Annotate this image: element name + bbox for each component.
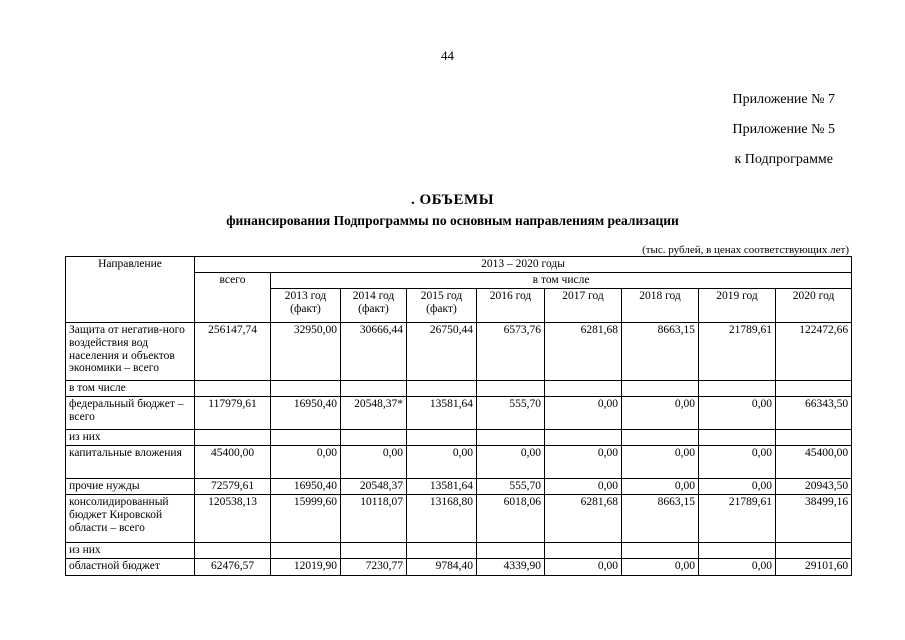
cell-y2014: 30666,44	[341, 322, 407, 380]
cell-y2014: 10118,07	[341, 494, 407, 542]
cell-total: 62476,57	[195, 558, 271, 575]
cell-y2015	[407, 542, 477, 558]
header-year-2020: 2020 год	[776, 288, 852, 322]
header-direction: Направление	[66, 257, 195, 323]
row-label: из них	[66, 542, 195, 558]
cell-y2020: 45400,00	[776, 445, 852, 478]
cell-y2014	[341, 429, 407, 445]
table-row	[66, 494, 852, 542]
cell-y2018: 8663,15	[622, 494, 699, 542]
cell-y2019: 0,00	[699, 396, 776, 429]
cell-y2020: 122472,66	[776, 322, 852, 380]
financing-table	[65, 256, 852, 576]
row-label: федеральный бюджет – всего	[66, 396, 195, 429]
cell-y2017: 0,00	[545, 558, 622, 575]
cell-y2020	[776, 429, 852, 445]
cell-y2019	[699, 380, 776, 396]
cell-y2013: 15999,60	[271, 494, 341, 542]
cell-y2016: 555,70	[477, 396, 545, 429]
cell-y2013: 16950,40	[271, 478, 341, 494]
cell-y2015: 13168,80	[407, 494, 477, 542]
units-note: (тыс. рублей, в ценах соответствующих лет)	[642, 244, 849, 256]
cell-y2017	[545, 429, 622, 445]
cell-y2013	[271, 429, 341, 445]
table-row	[66, 542, 852, 558]
header-year-2014: 2014 год (факт)	[341, 288, 407, 322]
cell-total: 45400,00	[195, 445, 271, 478]
cell-y2013: 0,00	[271, 445, 341, 478]
cell-y2014: 20548,37*	[341, 396, 407, 429]
annex-line-2: Приложение № 5	[732, 122, 835, 137]
cell-y2016: 555,70	[477, 478, 545, 494]
row-label: Защита от негатив-ного воздействия вод населения и объектов экономики – всего	[66, 322, 195, 380]
table-row	[66, 380, 852, 396]
table-row	[66, 445, 852, 478]
cell-y2020	[776, 380, 852, 396]
cell-y2017: 0,00	[545, 445, 622, 478]
cell-y2013	[271, 542, 341, 558]
cell-y2019	[699, 429, 776, 445]
cell-total	[195, 429, 271, 445]
cell-y2019: 0,00	[699, 558, 776, 575]
cell-y2019: 21789,61	[699, 322, 776, 380]
cell-y2013: 16950,40	[271, 396, 341, 429]
row-label: прочие нужды	[66, 478, 195, 494]
cell-y2020: 38499,16	[776, 494, 852, 542]
cell-y2015	[407, 380, 477, 396]
cell-y2015: 26750,44	[407, 322, 477, 380]
cell-total: 117979,61	[195, 396, 271, 429]
cell-y2017	[545, 542, 622, 558]
cell-total: 72579,61	[195, 478, 271, 494]
cell-y2020	[776, 542, 852, 558]
header-total: всего	[195, 272, 271, 322]
cell-y2018	[622, 542, 699, 558]
cell-y2018: 0,00	[622, 445, 699, 478]
row-label: капитальные вложения	[66, 445, 195, 478]
cell-y2016: 6573,76	[477, 322, 545, 380]
table-row	[66, 558, 852, 575]
cell-y2017: 0,00	[545, 396, 622, 429]
cell-y2017: 0,00	[545, 478, 622, 494]
header-year-2017: 2017 год	[545, 288, 622, 322]
cell-y2018: 0,00	[622, 396, 699, 429]
document-subtitle: финансирования Подпрограммы по основным направлениям реализации	[226, 213, 679, 228]
annex-line-1: Приложение № 7	[732, 92, 835, 107]
cell-y2018: 8663,15	[622, 322, 699, 380]
row-label: областной бюджет	[66, 558, 195, 575]
cell-y2018: 0,00	[622, 558, 699, 575]
cell-y2016	[477, 429, 545, 445]
cell-y2019: 21789,61	[699, 494, 776, 542]
cell-y2016: 6018,06	[477, 494, 545, 542]
cell-y2015	[407, 429, 477, 445]
cell-y2015: 13581,64	[407, 478, 477, 494]
cell-y2016: 0,00	[477, 445, 545, 478]
cell-y2016	[477, 542, 545, 558]
cell-y2016: 4339,90	[477, 558, 545, 575]
row-label: консолидированный бюджет Кировской области – всего	[66, 494, 195, 542]
cell-y2015: 0,00	[407, 445, 477, 478]
row-label: в том числе	[66, 380, 195, 396]
cell-y2020: 20943,50	[776, 478, 852, 494]
cell-y2015: 9784,40	[407, 558, 477, 575]
cell-total	[195, 380, 271, 396]
cell-y2015: 13581,64	[407, 396, 477, 429]
cell-total	[195, 542, 271, 558]
cell-y2013: 12019,90	[271, 558, 341, 575]
cell-y2018: 0,00	[622, 478, 699, 494]
cell-y2019	[699, 542, 776, 558]
header-period: 2013 – 2020 годы	[195, 257, 852, 273]
cell-y2020: 29101,60	[776, 558, 852, 575]
cell-y2019: 0,00	[699, 445, 776, 478]
cell-y2014	[341, 380, 407, 396]
cell-y2014: 0,00	[341, 445, 407, 478]
header-year-2016: 2016 год	[477, 288, 545, 322]
page-number: 44	[441, 48, 454, 63]
header-year-2013: 2013 год (факт)	[271, 288, 341, 322]
table-row	[66, 396, 852, 429]
header-year-2018: 2018 год	[622, 288, 699, 322]
cell-y2013	[271, 380, 341, 396]
table-row	[66, 322, 852, 380]
cell-y2020: 66343,50	[776, 396, 852, 429]
cell-total: 120538,13	[195, 494, 271, 542]
cell-y2019: 0,00	[699, 478, 776, 494]
header-including: в том числе	[271, 272, 852, 288]
cell-y2017: 6281,68	[545, 322, 622, 380]
row-label: из них	[66, 429, 195, 445]
header-year-2019: 2019 год	[699, 288, 776, 322]
document-title: . ОБЪЕМЫ	[411, 192, 494, 208]
cell-y2016	[477, 380, 545, 396]
cell-y2017: 6281,68	[545, 494, 622, 542]
cell-y2014: 20548,37	[341, 478, 407, 494]
table-body	[66, 322, 852, 575]
cell-y2013: 32950,00	[271, 322, 341, 380]
annex-line-3: к Подпрограмме	[734, 152, 833, 167]
table-row	[66, 429, 852, 445]
cell-y2018	[622, 429, 699, 445]
header-year-2015: 2015 год (факт)	[407, 288, 477, 322]
cell-y2014	[341, 542, 407, 558]
cell-y2018	[622, 380, 699, 396]
cell-total: 256147,74	[195, 322, 271, 380]
cell-y2017	[545, 380, 622, 396]
cell-y2014: 7230,77	[341, 558, 407, 575]
table-row	[66, 478, 852, 494]
